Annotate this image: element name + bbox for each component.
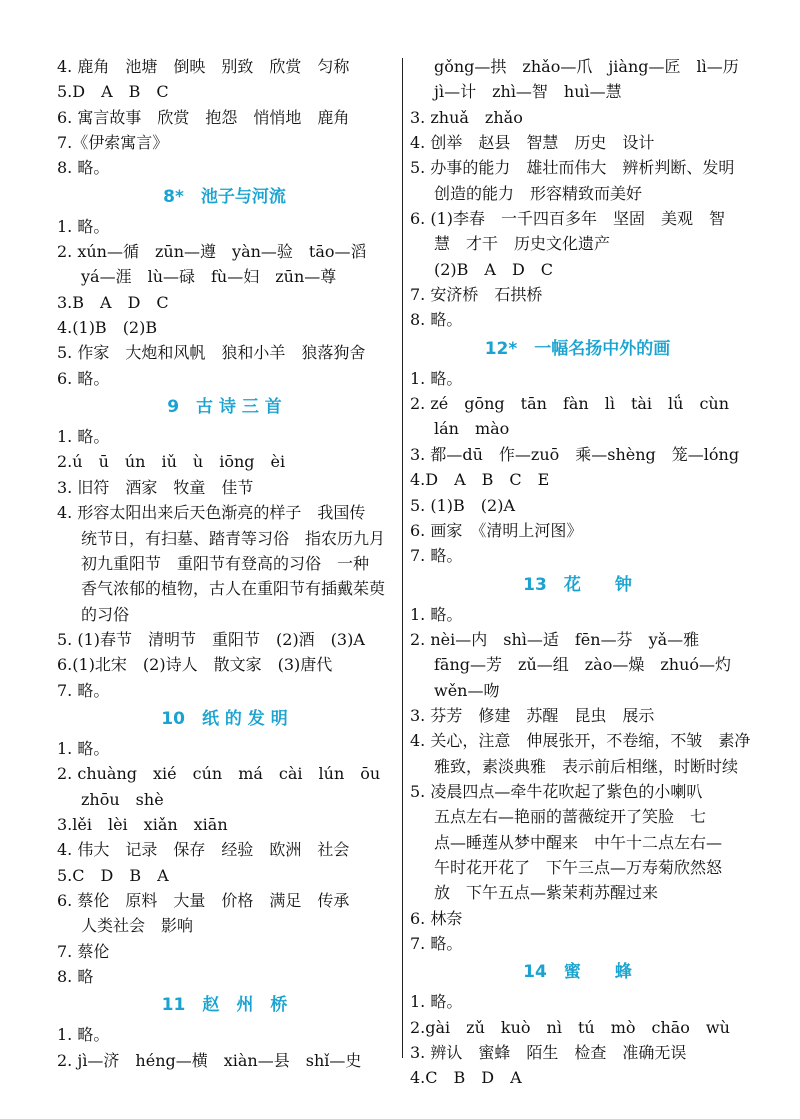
- answer-continuation: 点—睡莲从梦中醒来 中午十二点左右—: [434, 832, 723, 852]
- answer-continuation: jì—计 zhì—智 huì—慧: [434, 82, 622, 102]
- answer-line: 6.(1)北宋 (2)诗人 散文家 (3)唐代: [57, 655, 333, 675]
- answer-continuation: 五点左右—艳丽的蔷薇绽开了笑脸 七: [434, 807, 707, 827]
- answer-line: 2.ú ū ún iǔ ù iōng èi: [57, 452, 286, 472]
- answer-continuation: 统节日，有扫墓、踏青等习俗 指农历九月: [81, 528, 386, 548]
- answer-line: 5. 作家 大炮和风帆 狼和小羊 狼落狗舍: [57, 343, 366, 363]
- answer-line: 1. 略。: [410, 992, 463, 1012]
- answer-line: 3. 芬芳 修建 苏醒 昆虫 展示: [410, 705, 655, 725]
- answer-line: 4. 形容太阳出来后天色渐亮的样子 我国传: [57, 503, 366, 523]
- answer-line: 6. 林奈: [410, 908, 463, 928]
- answer-continuation: 香气浓郁的植物，古人在重阳节有插戴茱萸: [81, 579, 386, 599]
- answer-continuation: 慧 才干 历史文化遗产: [434, 234, 611, 254]
- answer-line: 3.lěi lèi xiǎn xiān: [57, 814, 228, 834]
- answer-line: 1. 略。: [57, 427, 110, 447]
- answer-line: 2. nèi—内 shì—适 fēn—芬 yǎ—雅: [410, 629, 700, 649]
- answer-line: 7. 略。: [57, 680, 110, 700]
- answer-continuation: gǒng—拱 zhǎo—爪 jiàng—匠 lì—历: [434, 57, 739, 76]
- answer-line: 7. 蔡伦: [57, 941, 110, 961]
- answer-line: 3.B A D C: [57, 292, 169, 312]
- answer-line: 6. 画家 《清明上河图》: [410, 520, 583, 540]
- answer-line: 4.(1)B (2)B: [57, 318, 158, 338]
- answer-line: 1. 略。: [57, 216, 110, 236]
- answer-line: 4. 伟大 记录 保存 经验 欧洲 社会: [57, 840, 350, 860]
- left-column: [57, 54, 392, 1073]
- answer-line: 2. xún—循 zūn—遵 yàn—验 tāo—滔: [57, 242, 367, 262]
- answer-line: 7. 略。: [410, 934, 463, 953]
- answer-continuation: 初九重阳节 重阳节有登高的习俗 一种: [81, 553, 370, 573]
- answer-line: 4. 创举 赵县 智慧 历史 设计: [410, 133, 655, 153]
- answer-line: 6. 寓言故事 欣赏 抱怨 悄悄地 鹿角: [57, 107, 350, 127]
- answer-line: 1. 略。: [410, 368, 463, 388]
- answer-line: 1. 略。: [57, 1025, 110, 1045]
- answer-line: 3. 辨认 蜜蜂 陌生 检查 准确无误: [410, 1043, 687, 1063]
- answer-line: 5. 凌晨四点—牵牛花吹起了紫色的小喇叭: [410, 781, 703, 801]
- answer-continuation: zhōu shè: [81, 789, 164, 809]
- answer-line: 3. zhuǎ zhǎo: [410, 107, 523, 127]
- answer-line: 2. jì—济 héng—横 xiàn—县 shǐ—史: [57, 1050, 362, 1070]
- answer-line: 5. (1)春节 清明节 重阳节 (2)酒 (3)A: [57, 629, 365, 649]
- answer-line: 5.D A B C: [57, 82, 169, 102]
- answer-continuation: lán mào: [434, 419, 510, 439]
- answer-line: 6. 略。: [57, 368, 110, 388]
- answer-line: 3. 旧符 酒家 牧童 佳节: [57, 477, 254, 497]
- lesson-heading: 8* 池子与河流: [163, 186, 286, 207]
- answer-continuation: 创造的能力 形容精致而美好: [434, 183, 643, 203]
- answer-line: 8. 略: [57, 967, 94, 986]
- answer-line: 3. 都—dū 作—zuō 乘—shèng 笼—lóng: [410, 444, 740, 464]
- answer-line: 7. 略。: [410, 546, 463, 566]
- lesson-heading: 11 赵 州 桥: [161, 995, 288, 1016]
- answer-line: 2. chuàng xié cún má cài lún ōu: [57, 764, 381, 784]
- answer-line: 4. 鹿角 池塘 倒映 别致 欣赏 匀称: [57, 57, 350, 76]
- lesson-heading: 12* 一幅名扬中外的画: [484, 338, 671, 359]
- answer-line: 7. 安济桥 石拱桥: [410, 285, 543, 305]
- answer-continuation: 雅致，素淡典雅 表示前后相继，时断时续: [434, 756, 739, 776]
- answer-continuation: yá—涯 lù—碌 fù—妇 zūn—尊: [81, 267, 337, 287]
- answer-line: 5. 办事的能力 雄壮而伟大 辨析判断、发明: [410, 158, 735, 178]
- answer-continuation: 放 下午五点—紫茉莉苏醒过来: [434, 883, 659, 903]
- answer-line: 1. 略。: [410, 604, 463, 624]
- answer-line: 4.D A B C E: [410, 470, 550, 490]
- answer-line: 7.《伊索寓言》: [57, 133, 169, 153]
- answer-continuation: 的习俗: [81, 604, 130, 624]
- lesson-heading: 14 蜜 蜂: [523, 962, 632, 983]
- answer-line: 8. 略。: [410, 310, 463, 330]
- answer-continuation: fāng—芳 zǔ—组 zào—燥 zhuó—灼: [434, 655, 732, 675]
- answer-line: 8. 略。: [57, 158, 110, 178]
- answer-line: 2.gài zǔ kuò nì tú mò chāo wù: [410, 1017, 730, 1037]
- answer-continuation: 午时花开花了 下午三点—万寿菊欣然怒: [434, 857, 723, 877]
- answer-continuation: 人类社会 影响: [81, 916, 194, 936]
- answer-line: 1. 略。: [57, 738, 110, 758]
- answer-line: 6. (1)李春 一千四百多年 坚固 美观 智: [410, 209, 726, 229]
- right-column: [410, 54, 751, 1091]
- answer-line: 6. 蔡伦 原料 大量 价格 满足 传承: [57, 890, 350, 910]
- lesson-heading: 9 古 诗 三 首: [167, 397, 282, 418]
- lesson-heading: 13 花 钟: [523, 574, 632, 595]
- answer-continuation: wěn—吻: [434, 680, 500, 700]
- answer-continuation: (2)B A D C: [434, 259, 554, 279]
- answer-line: 5.C D B A: [57, 865, 169, 885]
- answer-line: 4.C B D A: [410, 1068, 522, 1088]
- answer-line: 5. (1)B (2)A: [410, 495, 515, 515]
- answer-line: 4. 关心，注意 伸展张开，不卷缩，不皱 素净: [410, 731, 751, 751]
- lesson-heading: 10 纸 的 发 明: [161, 708, 288, 729]
- answer-line: 2. zé gōng tān fàn lì tài lǘ cùn: [410, 394, 730, 414]
- column-divider: [402, 58, 403, 1058]
